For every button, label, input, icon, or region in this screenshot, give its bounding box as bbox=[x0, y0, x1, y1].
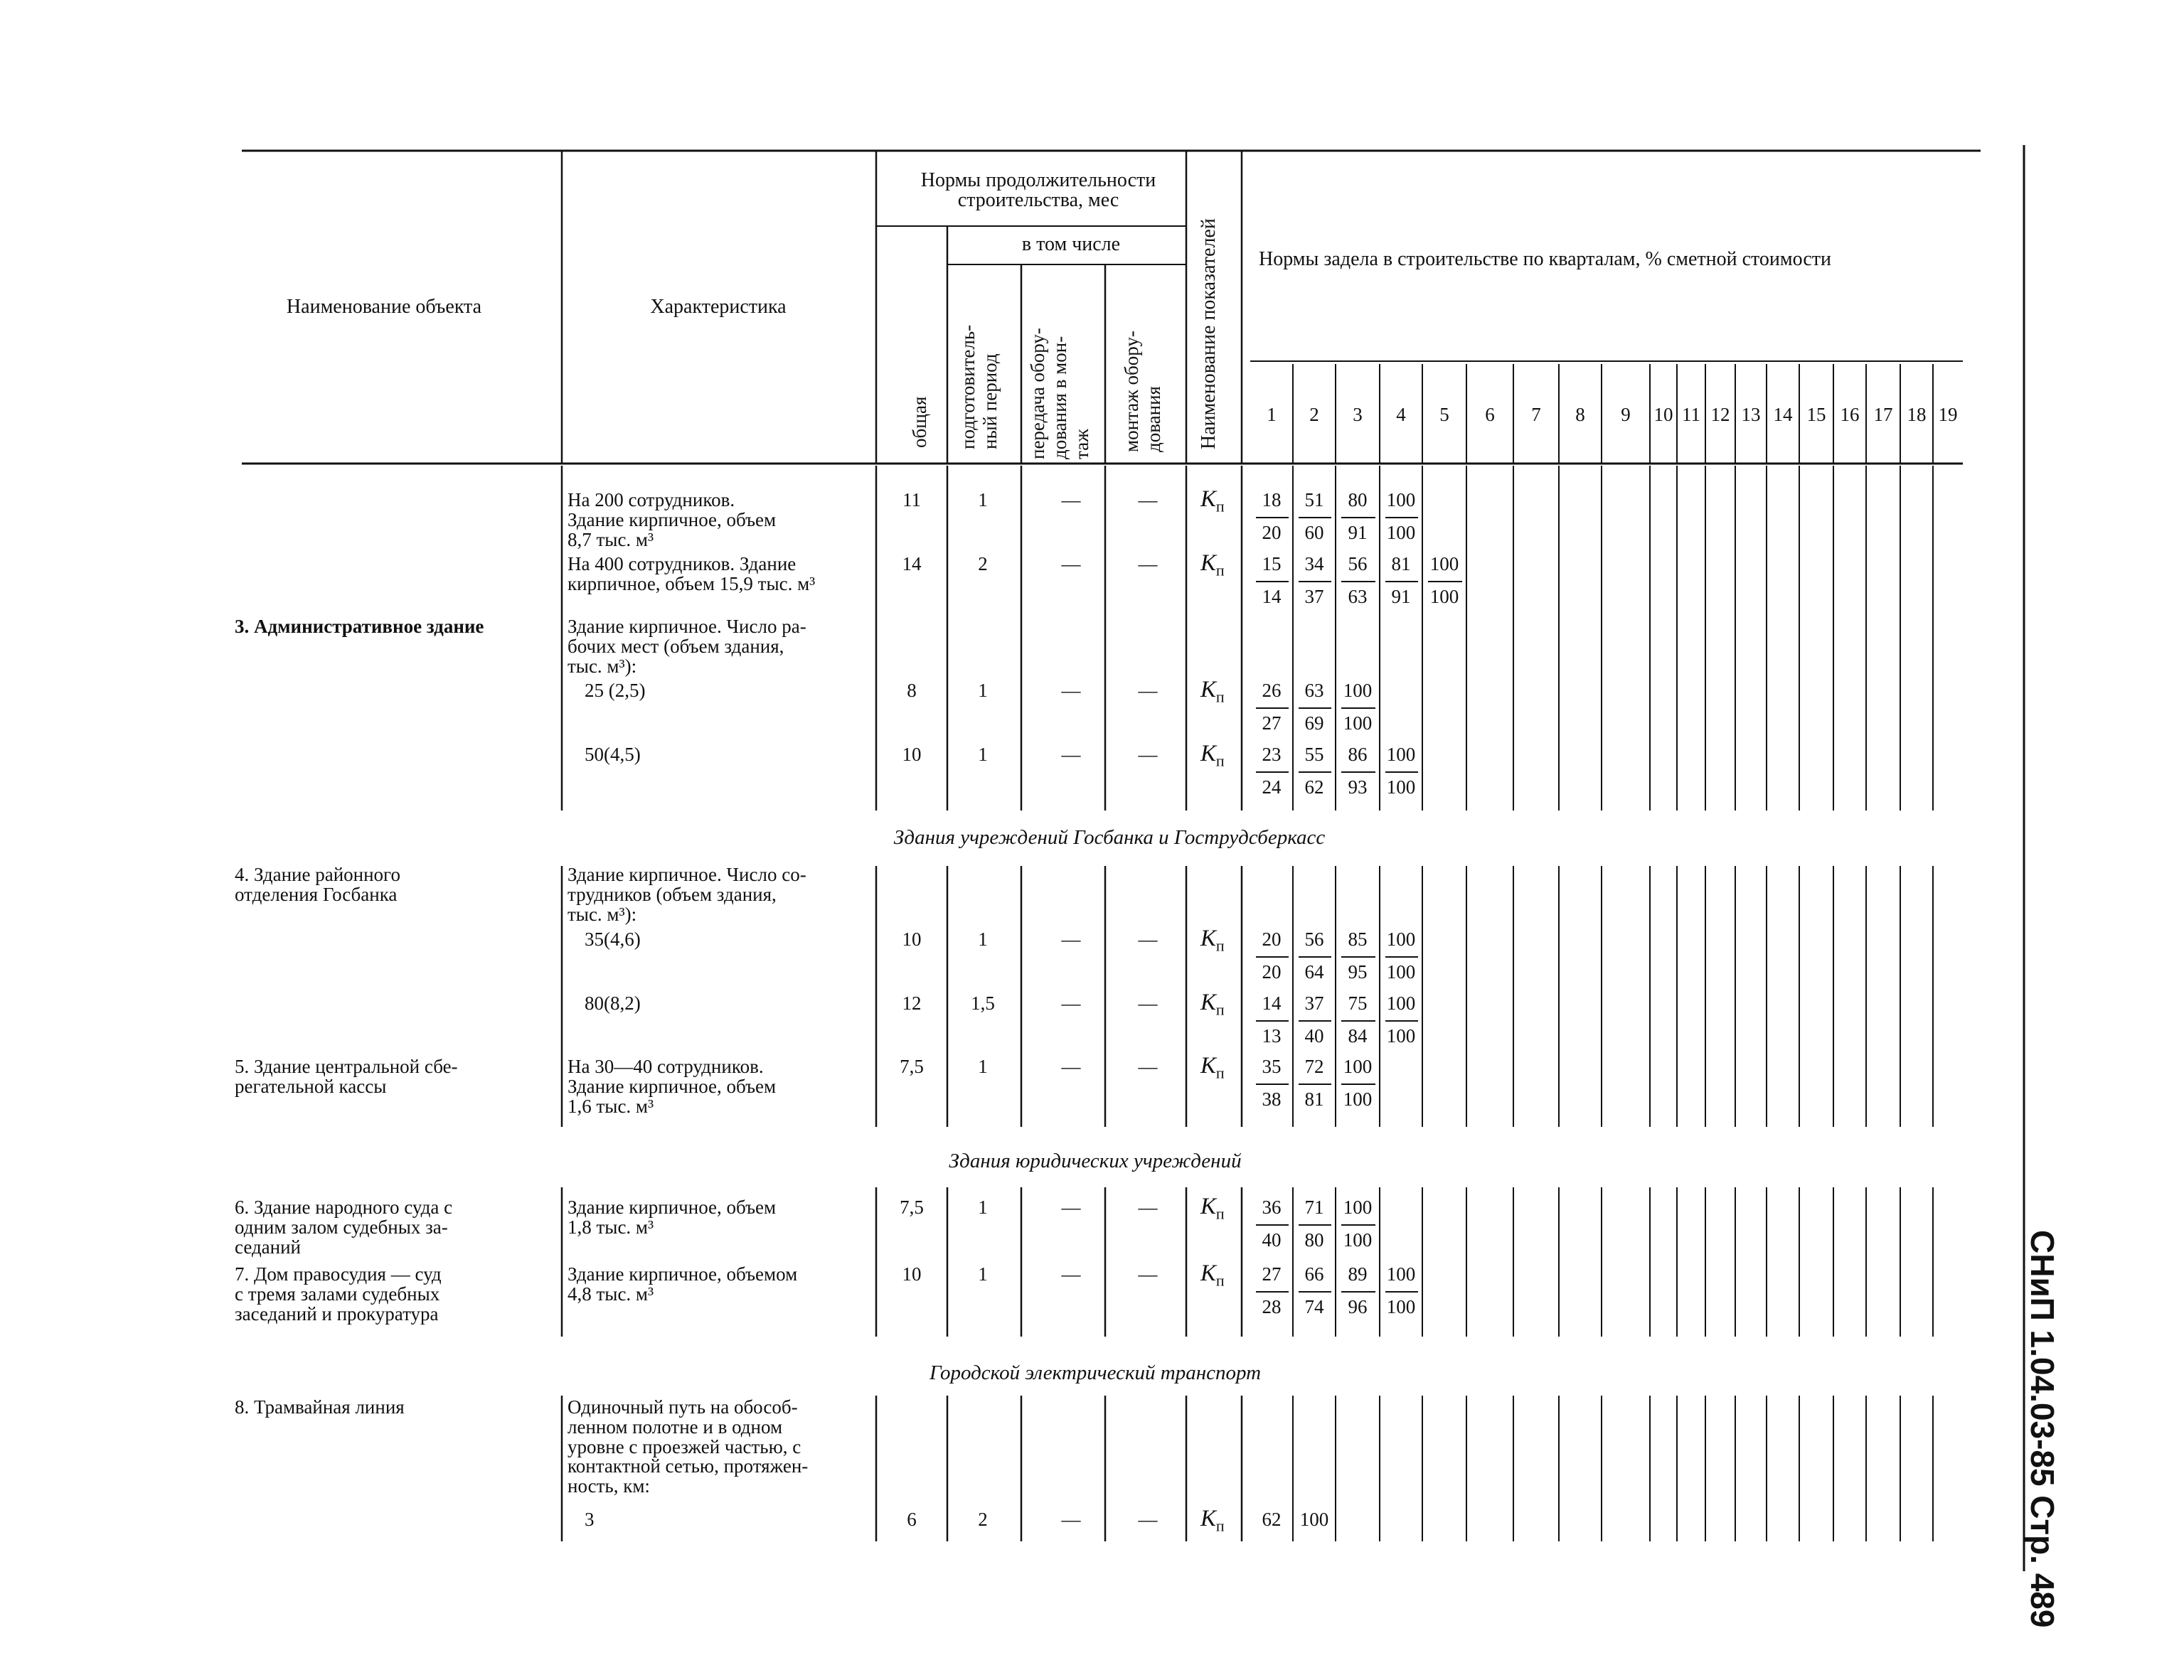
duration-transfer: — bbox=[1061, 1509, 1081, 1530]
duration-prep: 1 bbox=[978, 1197, 988, 1218]
object-8: 8. Трамвайная линия bbox=[235, 1396, 405, 1418]
header-mount: монтаж обору- дования bbox=[1121, 331, 1165, 452]
backlog-bottom-value: 74 bbox=[1304, 1296, 1324, 1317]
duration-total: 10 bbox=[902, 1263, 922, 1285]
duration-mount: — bbox=[1138, 1197, 1158, 1218]
indicator-kp: $К_п$ bbox=[1200, 1506, 1225, 1535]
backlog-bottom-value: 20 bbox=[1262, 961, 1282, 983]
backlog-bottom-value: 100 bbox=[1386, 1025, 1416, 1047]
duration-mount: — bbox=[1138, 680, 1158, 701]
backlog-top-value: 100 bbox=[1386, 744, 1416, 765]
quarter-number: 4 bbox=[1396, 404, 1406, 425]
backlog-top-value: 56 bbox=[1304, 929, 1324, 950]
document-side-label: СНиП 1.04.03-85 Стр. 489 bbox=[2024, 1230, 2061, 1628]
duration-total: 6 bbox=[907, 1509, 917, 1530]
backlog-bottom-value: 14 bbox=[1262, 586, 1282, 607]
duration-prep: 1 bbox=[978, 744, 988, 765]
backlog-top-value: 55 bbox=[1304, 744, 1324, 765]
backlog-top-value: 100 bbox=[1429, 553, 1459, 574]
quarter-number: 5 bbox=[1439, 404, 1449, 425]
duration-prep: 1 bbox=[978, 680, 988, 701]
backlog-bottom-value: 100 bbox=[1343, 1088, 1373, 1110]
header-prep: подготовитель- ный период bbox=[957, 324, 1001, 449]
backlog-top-value: 35 bbox=[1262, 1056, 1282, 1077]
quarter-number: 17 bbox=[1873, 404, 1893, 425]
backlog-top-value: 100 bbox=[1343, 680, 1373, 701]
object-4: 4. Здание районного отделения Госбанка bbox=[235, 864, 400, 905]
backlog-top-value: 27 bbox=[1262, 1263, 1282, 1285]
duration-transfer: — bbox=[1061, 929, 1081, 950]
duration-total: 7,5 bbox=[900, 1056, 924, 1077]
quarter-number: 12 bbox=[1710, 404, 1730, 425]
duration-mount: — bbox=[1138, 1509, 1158, 1530]
backlog-top-value: 85 bbox=[1348, 929, 1368, 950]
indicator-kp: $К_п$ bbox=[1200, 1194, 1225, 1223]
backlog-bottom-value: 91 bbox=[1348, 522, 1368, 543]
backlog-bottom-value: 63 bbox=[1348, 586, 1368, 607]
header-total: общая bbox=[909, 396, 930, 448]
object-7: 7. Дом правосудия — суд с тремя залами судебных заседаний и прокуратура bbox=[235, 1263, 442, 1325]
duration-mount: — bbox=[1138, 489, 1158, 510]
duration-total: 7,5 bbox=[900, 1197, 924, 1218]
backlog-bottom-value: 100 bbox=[1386, 1296, 1416, 1317]
characteristic: Здание кирпичное, объемом 4,8 тыс. м³ bbox=[568, 1263, 798, 1305]
characteristic: Здание кирпичное. Число со- трудников (объем здания, тыс. м³): bbox=[568, 864, 806, 925]
quarter-number: 13 bbox=[1741, 404, 1761, 425]
backlog-top-value: 81 bbox=[1391, 553, 1411, 574]
duration-mount: — bbox=[1138, 744, 1158, 765]
quarter-number: 15 bbox=[1806, 404, 1826, 425]
backlog-bottom-value: 27 bbox=[1262, 712, 1282, 734]
backlog-bottom-value: 13 bbox=[1262, 1025, 1282, 1047]
object-3: 3. Административное здание bbox=[235, 616, 484, 637]
backlog-top-value: 100 bbox=[1386, 993, 1416, 1014]
backlog-top-value: 86 bbox=[1348, 744, 1368, 765]
duration-transfer: — bbox=[1061, 744, 1081, 765]
characteristic: 35(4,6) bbox=[585, 929, 641, 950]
characteristic: 25 (2,5) bbox=[585, 680, 646, 701]
backlog-top-value: 23 bbox=[1262, 744, 1282, 765]
duration-transfer: — bbox=[1061, 680, 1081, 701]
duration-prep: 1 bbox=[978, 489, 988, 510]
indicator-kp: $К_п$ bbox=[1200, 486, 1225, 515]
backlog-top-value: 37 bbox=[1304, 993, 1324, 1014]
backlog-bottom-value: 60 bbox=[1304, 522, 1324, 543]
header-backlog: Нормы задела в строительстве по кварталам, % сметной стоимости bbox=[1259, 248, 1831, 270]
backlog-bottom-value: 100 bbox=[1386, 961, 1416, 983]
backlog-bottom-value: 91 bbox=[1391, 586, 1411, 607]
characteristic: 3 bbox=[585, 1509, 595, 1530]
backlog-top-value: 36 bbox=[1262, 1197, 1282, 1218]
backlog-bottom-value: 100 bbox=[1343, 1229, 1373, 1251]
backlog-top-value: 100 bbox=[1343, 1056, 1373, 1077]
backlog-bottom-value: 64 bbox=[1304, 961, 1324, 983]
duration-prep: 1,5 bbox=[971, 993, 995, 1014]
header-incl: в том числе bbox=[1021, 233, 1121, 255]
characteristic: Одиночный путь на обособ- ленном полотне и в одном уровне с проезжей частью, с контактной сетью, протяжен- ность, км: bbox=[568, 1396, 809, 1497]
backlog-bottom-value: 100 bbox=[1386, 522, 1416, 543]
backlog-top-value: 20 bbox=[1262, 929, 1282, 950]
backlog-bottom-value: 100 bbox=[1343, 712, 1373, 734]
duration-total: 12 bbox=[902, 993, 922, 1014]
quarter-number: 19 bbox=[1938, 404, 1958, 425]
characteristic: 50(4,5) bbox=[585, 744, 641, 765]
backlog-top-value: 56 bbox=[1348, 553, 1368, 574]
duration-transfer: — bbox=[1061, 993, 1081, 1014]
backlog-top-value: 66 bbox=[1304, 1263, 1324, 1285]
backlog-bottom-value: 93 bbox=[1348, 776, 1368, 798]
characteristic: Здание кирпичное. Число ра- бочих мест (объем здания, тыс. м³): bbox=[568, 616, 806, 677]
indicator-kp: $К_п$ bbox=[1200, 926, 1225, 955]
duration-mount: — bbox=[1138, 1056, 1158, 1077]
duration-prep: 2 bbox=[978, 1509, 988, 1530]
indicator-kp: $К_п$ bbox=[1200, 741, 1225, 770]
duration-total: 11 bbox=[902, 489, 921, 510]
backlog-top-value: 63 bbox=[1304, 680, 1324, 701]
duration-transfer: — bbox=[1061, 1197, 1081, 1218]
backlog-top-value: 100 bbox=[1386, 1263, 1416, 1285]
duration-total: 10 bbox=[902, 744, 922, 765]
backlog-bottom-value: 81 bbox=[1304, 1088, 1324, 1110]
backlog-bottom-value: 100 bbox=[1429, 586, 1459, 607]
backlog-bottom-value: 80 bbox=[1304, 1229, 1324, 1251]
header-duration-line2: строительства, мес bbox=[957, 189, 1119, 211]
quarter-number: 9 bbox=[1621, 404, 1631, 425]
backlog-top-value: 51 bbox=[1304, 489, 1324, 510]
indicator-kp: $К_п$ bbox=[1200, 1261, 1225, 1290]
duration-mount: — bbox=[1138, 1263, 1158, 1285]
indicator-kp: $К_п$ bbox=[1200, 990, 1225, 1019]
backlog-top-value: 14 bbox=[1262, 993, 1282, 1014]
quarter-number: 8 bbox=[1575, 404, 1585, 425]
backlog-top-value: 15 bbox=[1262, 553, 1282, 574]
quarter-number: 7 bbox=[1531, 404, 1541, 425]
characteristic: На 30—40 сотрудников. Здание кирпичное, объем 1,6 тыс. м³ bbox=[568, 1056, 777, 1117]
backlog-bottom-value: 28 bbox=[1262, 1296, 1282, 1317]
indicator-kp: $К_п$ bbox=[1200, 1053, 1225, 1082]
backlog-top-value: 80 bbox=[1348, 489, 1368, 510]
indicator-kp: $К_п$ bbox=[1200, 550, 1225, 579]
quarter-number: 16 bbox=[1840, 404, 1860, 425]
duration-total: 8 bbox=[907, 680, 917, 701]
backlog-top-value: 100 bbox=[1386, 929, 1416, 950]
duration-transfer: — bbox=[1061, 1263, 1081, 1285]
quarter-number: 10 bbox=[1653, 404, 1673, 425]
duration-mount: — bbox=[1138, 993, 1158, 1014]
quarter-number: 1 bbox=[1267, 404, 1277, 425]
duration-prep: 1 bbox=[978, 1263, 988, 1285]
backlog-top-value: 100 bbox=[1386, 489, 1416, 510]
duration-transfer: — bbox=[1061, 489, 1081, 510]
header-indicator: Наименование показателей bbox=[1198, 218, 1220, 449]
backlog-top-value: 34 bbox=[1304, 553, 1324, 574]
backlog-bottom-value: 38 bbox=[1262, 1088, 1282, 1110]
duration-total: 14 bbox=[902, 553, 922, 574]
backlog-bottom-value: 40 bbox=[1304, 1025, 1324, 1047]
characteristic: Здание кирпичное, объем 1,8 тыс. м³ bbox=[568, 1197, 777, 1238]
object-6: 6. Здание народного суда с одним залом судебных за- седаний bbox=[235, 1197, 453, 1258]
backlog-bottom-value: 95 bbox=[1348, 961, 1368, 983]
characteristic: На 400 сотрудников. Здание кирпичное, объем 15,9 тыс. м³ bbox=[568, 553, 816, 594]
duration-mount: — bbox=[1138, 929, 1158, 950]
quarter-number: 3 bbox=[1353, 404, 1363, 425]
characteristic: На 200 сотрудников. Здание кирпичное, объем 8,7 тыс. м³ bbox=[568, 489, 777, 550]
characteristic: 80(8,2) bbox=[585, 993, 641, 1014]
backlog-bottom-value: 69 bbox=[1304, 712, 1324, 734]
duration-total: 10 bbox=[902, 929, 922, 950]
duration-prep: 1 bbox=[978, 1056, 988, 1077]
quarter-number: 18 bbox=[1907, 404, 1927, 425]
duration-transfer: — bbox=[1061, 553, 1081, 574]
section-legal: Здания юридических учреждений bbox=[949, 1150, 1242, 1172]
backlog-top-value: 72 bbox=[1304, 1056, 1324, 1077]
backlog-top-value: 75 bbox=[1348, 993, 1368, 1014]
backlog-top-value: 18 bbox=[1262, 489, 1282, 510]
duration-prep: 1 bbox=[978, 929, 988, 950]
duration-mount: — bbox=[1138, 553, 1158, 574]
duration-prep: 2 bbox=[978, 553, 988, 574]
backlog-bottom-value: 62 bbox=[1304, 776, 1324, 798]
backlog-top-value: 71 bbox=[1304, 1197, 1324, 1218]
quarter-number: 11 bbox=[1682, 404, 1700, 425]
section-gosbank: Здания учреждений Госбанка и Гострудсберкасс bbox=[893, 826, 1326, 849]
indicator-kp: $К_п$ bbox=[1200, 677, 1225, 706]
quarter-number: 6 bbox=[1485, 404, 1495, 425]
backlog-bottom-value: 40 bbox=[1262, 1229, 1282, 1251]
header-object-name: Наименование объекта bbox=[286, 296, 482, 318]
backlog-value: 62 bbox=[1262, 1509, 1282, 1530]
backlog-bottom-value: 37 bbox=[1304, 586, 1324, 607]
header-duration-line1: Нормы продолжительности bbox=[920, 169, 1156, 191]
quarter-number: 2 bbox=[1309, 404, 1319, 425]
backlog-top-value: 100 bbox=[1343, 1197, 1373, 1218]
object-5: 5. Здание центральной сбе- регательной кассы bbox=[235, 1056, 458, 1097]
backlog-value: 100 bbox=[1299, 1509, 1329, 1530]
backlog-bottom-value: 100 bbox=[1386, 776, 1416, 798]
header-characteristic: Характеристика bbox=[650, 296, 787, 318]
duration-transfer: — bbox=[1061, 1056, 1081, 1077]
backlog-bottom-value: 20 bbox=[1262, 522, 1282, 543]
backlog-top-value: 89 bbox=[1348, 1263, 1368, 1285]
header-transfer: передача обору- дования в мон- таж bbox=[1027, 328, 1093, 459]
backlog-bottom-value: 24 bbox=[1262, 776, 1282, 798]
section-transport: Городской электрический транспорт bbox=[929, 1361, 1262, 1384]
backlog-bottom-value: 84 bbox=[1348, 1025, 1368, 1047]
backlog-top-value: 26 bbox=[1262, 680, 1282, 701]
quarter-number: 14 bbox=[1773, 404, 1793, 425]
backlog-bottom-value: 96 bbox=[1348, 1296, 1368, 1317]
